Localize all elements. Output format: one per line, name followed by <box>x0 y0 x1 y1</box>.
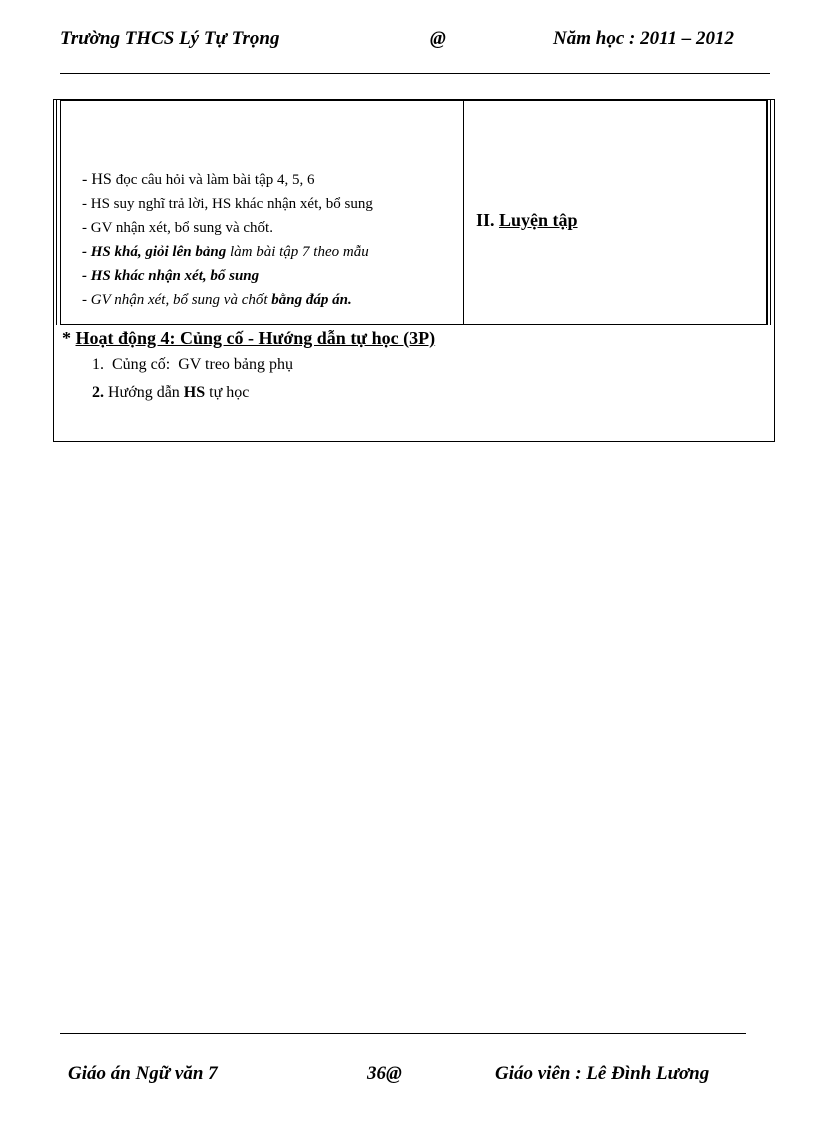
table-right-outer-border <box>770 100 771 325</box>
step-line: - GV nhận xét, bổ sung và chốt bằng đáp án. <box>82 292 352 308</box>
header-school-year: Năm học : 2011 – 2012 <box>553 28 735 49</box>
table-column-divider <box>463 100 464 325</box>
step-line: - HS suy nghĩ trả lời, HS khác nhận xét, bổ sung <box>82 196 373 212</box>
footer-rule <box>60 1033 746 1034</box>
activity-steps <box>82 168 462 312</box>
table-left-border <box>56 100 57 325</box>
activity-item-1: 1. Củng cố: GV treo bảng phụ <box>92 356 294 373</box>
step-line: - HS đọc câu hỏi và làm bài tập 4, 5, 6 <box>82 171 315 188</box>
header-rule <box>60 73 770 74</box>
header-school: Trường THCS Lý Tự Trọng <box>60 28 280 49</box>
step-line: - GV nhận xét, bổ sung và chốt. <box>82 220 273 236</box>
activity-item-2: 2. Hướng dẫn HS tự học <box>92 384 250 401</box>
header-symbol: @ <box>430 28 446 49</box>
footer-page-number: 36@ <box>367 1063 402 1084</box>
activity-heading: * Hoạt động 4: Củng cố - Hướng dẫn tự học (3P) <box>62 328 436 348</box>
table-right-border <box>766 100 767 325</box>
section-title: II. Luyện tập <box>476 210 578 230</box>
step-line: - HS khá, giỏi lên bảng làm bài tập 7 theo mẫu <box>82 244 369 260</box>
lesson-frame <box>53 99 775 442</box>
footer-subject: Giáo án Ngữ văn 7 <box>68 1063 218 1084</box>
footer-teacher: Giáo viên : Lê Đình Lương <box>495 1063 710 1084</box>
step-line: - HS khác nhận xét, bổ sung <box>82 268 260 284</box>
